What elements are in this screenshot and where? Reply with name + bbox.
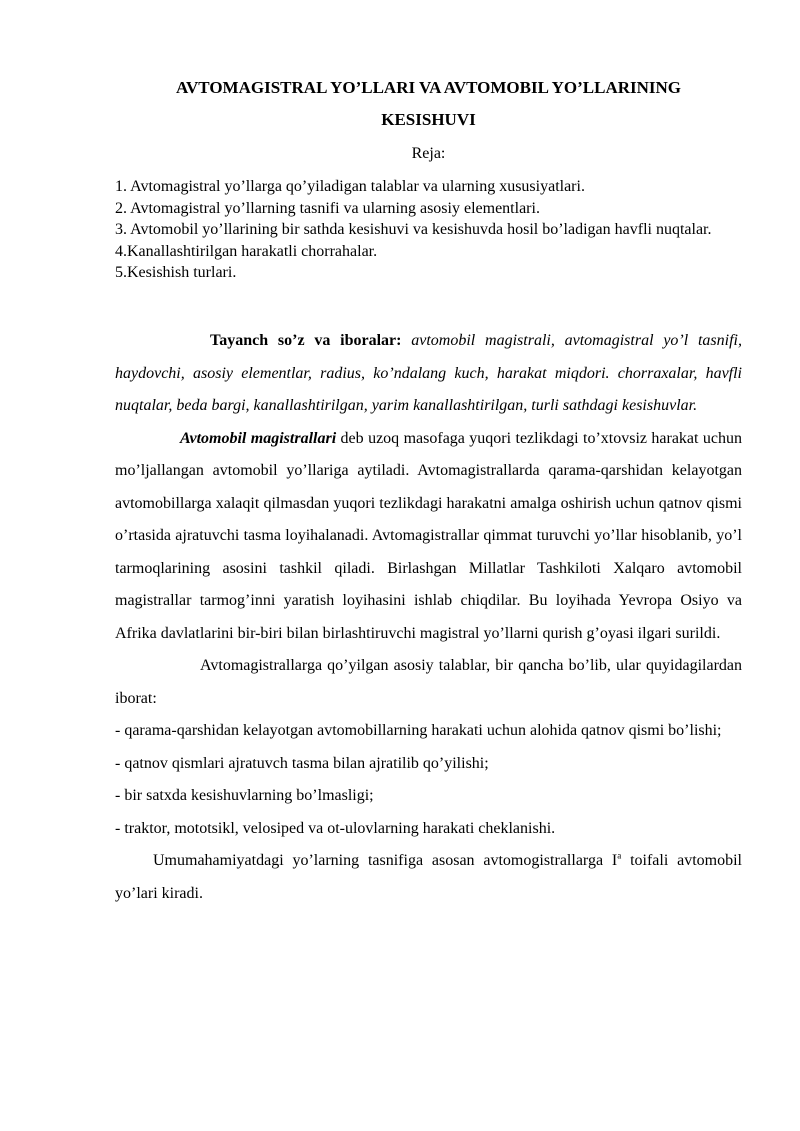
plan-list — [115, 176, 742, 284]
plan-item: 4.Kanallashtirilgan harakatli chorrahalar. — [115, 242, 378, 260]
requirement-item: - bir satxda kesishuvlarning bo’lmasligi; — [115, 787, 374, 804]
plan-heading: Reja: — [411, 145, 446, 162]
requirement-item: - qatnov qismlari ajratuvch tasma bilan ajratilib qo’yilishi; — [115, 754, 489, 772]
requirement-item: - traktor, mototsikl, velosiped va ot-ulovlarning harakati cheklanishi. — [115, 819, 556, 837]
plan-item: 2. Avtomagistral yo’llarning tasnifi va ularning asosiy elementlari. — [115, 199, 540, 217]
plan-item: 5.Kesishish turlari. — [115, 264, 237, 281]
plan-item: 3. Avtomobil yo’llarining bir sathda kesishuvi va kesishuvda hosil bo’ladigan havfli nuqtalar. — [115, 221, 712, 238]
title-line-2: KESISHUVI — [381, 110, 476, 129]
classification-text: Umumahamiyatdagi yo’larning tasnifiga asosan avtomogistrallarga I — [153, 852, 618, 869]
category-superscript: a — [617, 850, 622, 861]
requirements-intro: Avtomagistrallarga qo’yilgan asosiy talablar, bir qancha bo’lib, ular quyidagilardan iborat: — [115, 657, 742, 707]
definition-text: deb uzoq masofaga yuqori tezlikdagi to’xtovsiz harakat uchun mo’ljallangan avtomobil yo’llariga aytiladi. Avtomagistrallarda qarama-qarshidan kelayotgan avtomobillarga xalaqit qilmasdan yuqori tezlikdagi harakatni amalga oshirish uchun qatnov qismi o’rtasida ajratuvchi tasma loyihalanadi. Avtomagistrallar qimmat turuvchi yo’llar hisoblanib, yo’l tarmoqlarining asosini tashkil qiladi. Birlashgan Millatlar Tashkiloti Xalqaro avtomobil magistrallar tarmog’inni yaratish loyihasini ishlab chiqdilar. Bu loyihada Yevropa Osiyo va Afrika davlatlarini bir-biri bilan birlashtiruvchi magistral yo’llarni qurish g’oyasi ilgari surildi. — [115, 429, 742, 642]
keywords-paragraph — [115, 325, 742, 423]
classification-paragraph — [115, 845, 742, 910]
keywords-label: Tayanch so’z va iboralar: — [210, 332, 402, 349]
classification-text-end: toifali avtomobil yo’lari kiradi. — [115, 852, 743, 902]
plan-item: 1. Avtomagistral yo’llarga qo’yiladigan talablar va ularning xususiyatlari. — [115, 178, 585, 195]
defined-term: Avtomobil magistrallari — [180, 429, 337, 447]
keywords-text: avtomobil magistrali, avtomagistral yo’l tasnifi, haydovchi, asosiy elementlar, radius, ko’ndalang kuch, harakat miqdori. chorraxalar, havfli nuqtalar, beda bargi, kanallashtirilgan, yarim kanallashtirilgan, turli sathdagi kesishuvlar. — [115, 332, 742, 414]
body-text — [115, 325, 742, 910]
title-line-1: AVTOMAGISTRAL YO’LLARI VA AVTOMOBIL YO’LLARINING — [175, 78, 682, 97]
definition-paragraph — [115, 423, 742, 651]
requirement-item: - qarama-qarshidan kelayotgan avtomobillarning harakati uchun alohida qatnov qismi bo’lishi; — [115, 722, 722, 739]
